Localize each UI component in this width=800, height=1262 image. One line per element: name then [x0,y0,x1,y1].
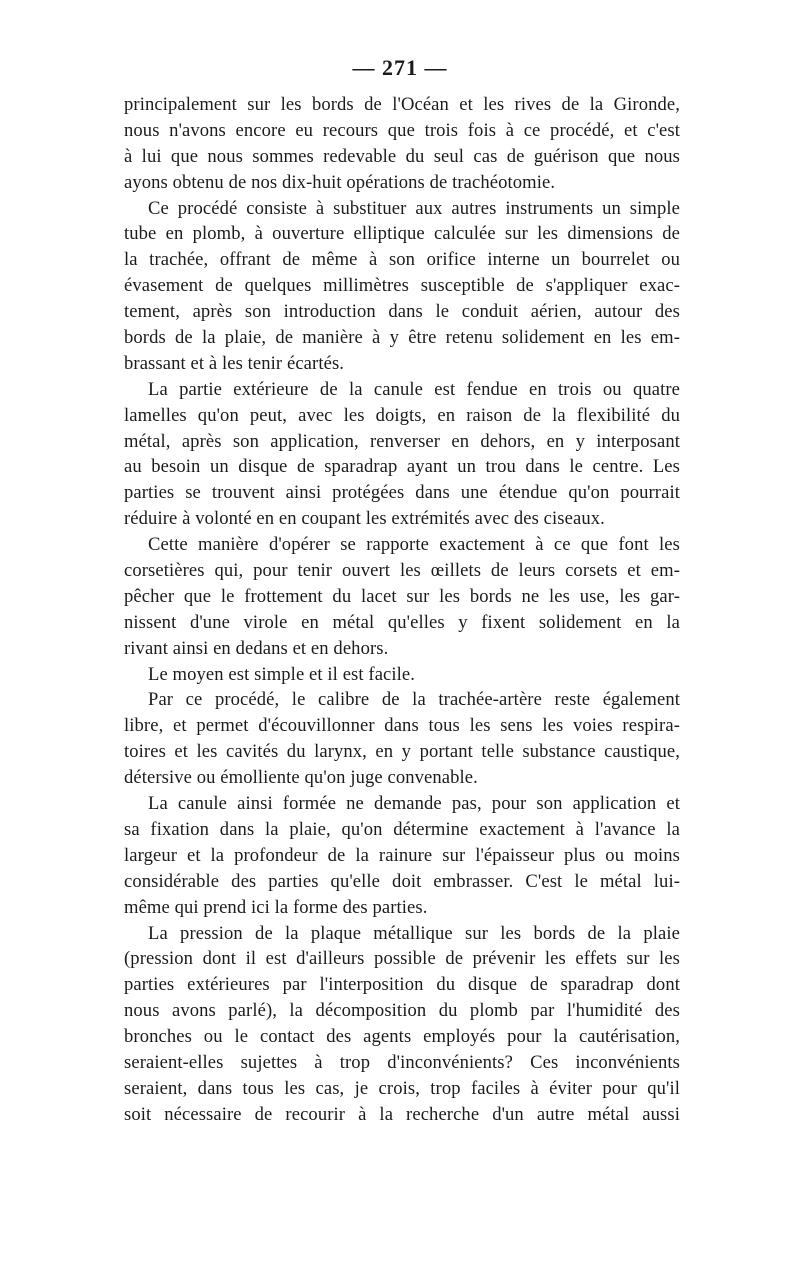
text-line: rivant ainsi en dedans et en dehors. [124,637,389,659]
text-line: parties extérieures par l'interposition du disque de sparadrap dont [124,974,680,996]
text-line: La pression de la plaque métallique sur les bords de la plaie [148,922,680,944]
text-line: bords de la plaie, de manière à y être retenu solidement en les em- [124,327,680,349]
text-line: réduire à volonté en en coupant les extrémités avec des ciseaux. [124,508,605,530]
text-line: libre, et permet d'écouvillonner dans tous les sens les voies respira- [124,715,680,737]
text-line: (pression dont il est d'ailleurs possible de prévenir les effets sur les [124,948,680,970]
text-line: même qui prend ici la forme des parties. [124,896,428,918]
text-line: détersive ou émolliente qu'on juge convenable. [124,767,478,789]
text-line: à lui que nous sommes redevable du seul cas de guérison que nous [124,145,680,167]
text-line: bronches ou le contact des agents employés pour la cautérisation, [124,1026,680,1048]
text-line: évasement de quelques millimètres susceptible de s'appliquer exac- [124,275,680,297]
text-line: tube en plomb, à ouverture elliptique calculée sur les dimensions de [124,223,680,245]
text-line: soit nécessaire de recourir à la recherche d'un autre métal aussi [124,1103,680,1125]
text-line: ayons obtenu de nos dix-huit opérations de trachéotomie. [124,171,556,193]
text-line: sa fixation dans la plaie, qu'on détermine exactement à l'avance la [124,818,680,840]
text-line: nissent d'une virole en métal qu'elles y fixent solidement en la [124,611,680,633]
text-line: seraient, dans tous les cas, je crois, trop faciles à éviter pour qu'il [124,1077,680,1099]
text-line: la trachée, offrant de même à son orifice interne un bourrelet ou [124,249,680,271]
page-number: — 271 — [352,55,448,80]
body-text [124,92,680,1128]
text-line: Cette manière d'opérer se rapporte exactement à ce que font les [148,534,680,556]
text-line: au besoin un disque de sparadrap ayant un trou dans le centre. Les [124,456,680,478]
text-line: Le moyen est simple et il est facile. [148,663,416,685]
text-line: La canule ainsi formée ne demande pas, pour son application et [148,793,680,815]
text-line: La partie extérieure de la canule est fendue en trois ou quatre [148,378,680,400]
text-line: Ce procédé consiste à substituer aux autres instruments un simple [148,197,680,219]
text-line: tement, après son introduction dans le conduit aérien, autour des [124,301,680,323]
text-line: lamelles qu'on peut, avec les doigts, en raison de la flexibilité du [124,404,680,426]
text-line: pêcher que le frottement du lacet sur les bords ne les use, les gar- [124,585,680,607]
text-line: nous n'avons encore eu recours que trois fois à ce procédé, et c'est [124,119,680,141]
text-line: principalement sur les bords de l'Océan et les rives de la Gironde, [124,94,680,115]
text-line: brassant et à les tenir écartés. [124,352,345,374]
text-line: largeur et la profondeur de la rainure sur l'épaisseur plus ou moins [124,844,680,866]
text-line: corsetières qui, pour tenir ouvert les œillets de leurs corsets et em- [124,560,680,582]
text-line: métal, après son application, renverser en dehors, en y interposant [124,430,680,452]
text-line: nous avons parlé), la décomposition du plomb par l'humidité des [124,1000,680,1022]
text-line: considérable des parties qu'elle doit embrasser. C'est le métal lui- [124,870,680,892]
text-line: Par ce procédé, le calibre de la trachée-artère reste également [148,689,680,711]
text-line: seraient-elles sujettes à trop d'inconvénients? Ces inconvénients [124,1051,680,1073]
text-line: parties se trouvent ainsi protégées dans une étendue qu'on pourrait [124,482,680,504]
text-line: toires et les cavités du larynx, en y portant telle substance caustique, [124,741,680,763]
